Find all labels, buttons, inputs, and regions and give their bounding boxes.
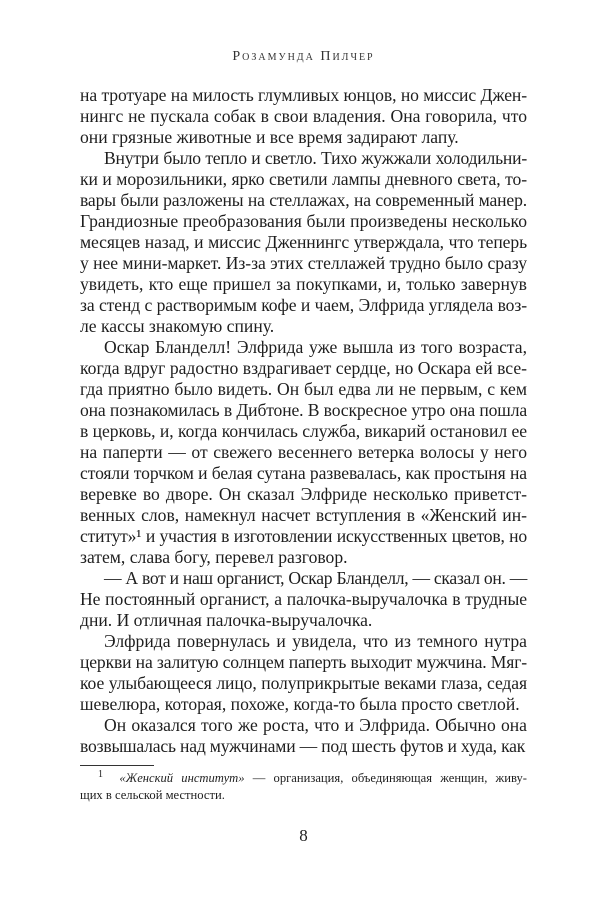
text-line: ле кассы знакомую спину. [80, 316, 275, 336]
text-line: стояли торчком и белая сутана развевалась, как простыня на [80, 463, 527, 483]
text-line: на тротуаре на милость глумливых юнцов, но миссис Джен- [80, 85, 527, 105]
text-line: веревке во дворе. Он сказал Элфриде несколько приветст- [80, 484, 527, 504]
text-line: на паперти — от свежего весеннего ветерка волосы у него [80, 442, 527, 462]
text-line: ститут»¹ и участия в изготовлении искусственных цветов, но [80, 526, 527, 546]
text-line: церкви на залитую солнцем паперть выходит мужчина. Мяг- [80, 652, 527, 672]
text-line: кое улыбающееся лицо, полуприкрытые веками глаза, седая [80, 673, 527, 693]
body-text [80, 85, 527, 757]
text-line: месяцев назад, и миссис Дженнингс утверждала, что теперь [80, 232, 527, 252]
text-line: дни. И отличная палочка-выручалочка. [80, 610, 373, 630]
text-line: возвышалась над мужчинами — под шесть футов и худа, как [80, 736, 526, 756]
text-line: за стенд с растворимым кофе и чаем, Элфрида углядела воз- [80, 295, 527, 315]
footnote-divider [80, 765, 154, 766]
paragraph [80, 715, 527, 757]
text-line: шевелюра, которая, похоже, когда-то была просто светлой. [80, 694, 520, 714]
paragraph [80, 631, 527, 715]
text-line: Элфрида повернулась и увидела, что из темного нутра [104, 631, 527, 651]
text-line: увидеть, кто еще пришел за покупками, и, только завернув [80, 274, 527, 294]
footnote-line [80, 770, 527, 787]
text-line: гда приятно было видеть. Он был едва ли не первым, с кем [80, 379, 527, 399]
text-line: у нее мини-маркет. Из-за этих стеллажей трудно было сразу [80, 253, 527, 273]
text-line: Оскар Бланделл! Элфрида уже вышла из того возраста, [104, 337, 527, 357]
text-line: Внутри было тепло и светло. Тихо жужжали холодильни- [104, 148, 527, 168]
page-number: 8 [299, 826, 308, 845]
text-line: Не постоянный органист, а палочка-выручалочка в трудные [80, 589, 527, 609]
text-line: в церковь, и, когда кончилась служба, викарий остановил ее [80, 421, 527, 441]
footnote-term: «Женский институт» [119, 771, 245, 785]
footnote [80, 770, 527, 804]
paragraph [80, 148, 527, 337]
running-header: Розамунда Пилчер [232, 49, 375, 64]
text-line: когда вдруг радостно вздрагивает сердце, но Оскара ей все- [80, 358, 527, 378]
text-line: Он оказался того же роста, что и Элфрида. Обычно она [104, 715, 527, 735]
paragraph [80, 568, 527, 631]
text-line: затем, слава богу, перевел разговор. [80, 547, 348, 567]
paragraph [80, 337, 527, 568]
text-line: Грандиозные преобразования были произведены несколько [80, 211, 527, 231]
text-line: венных слов, намекнул насчет вступления в «Женский ин- [80, 505, 527, 525]
footnote-line: щих в сельской местности. [80, 788, 225, 802]
paragraph [80, 85, 527, 148]
text-line: вары были разложены на стеллажах, на современный манер. [80, 190, 527, 210]
text-line: нингс не пускала собак в свои владения. Она говорила, что [80, 106, 527, 126]
text-line: ки и морозильники, ярко светили лампы дневного света, то- [80, 169, 527, 189]
text-line: она познакомилась в Дибтоне. В воскресное утро она пошла [80, 400, 527, 420]
text-line: — А вот и наш органист, Оскар Бланделл, — сказал он. — [104, 568, 527, 588]
footnote-marker: 1 [98, 768, 103, 780]
footnote-text: — организация, объединяющая женщин, живу- [244, 771, 528, 785]
text-line: они грязные животные и все время задирают лапу. [80, 127, 459, 147]
